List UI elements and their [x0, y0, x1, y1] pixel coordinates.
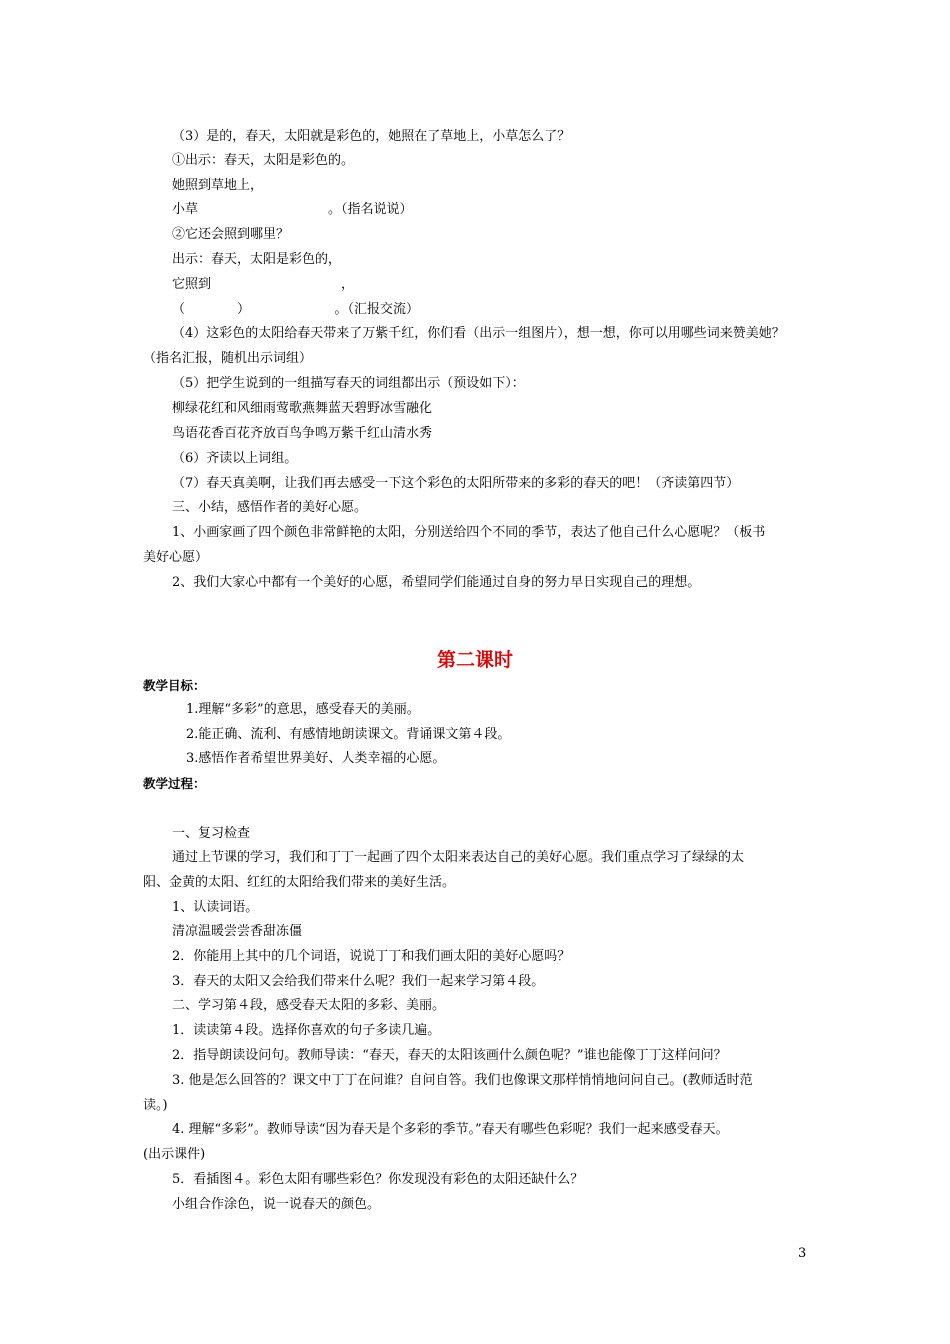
text-line: （4）这彩色的太阳给春天带来了万紫千红，你们看（出示一组图片），想一想，你可以用哪些词来赞美她？ [172, 326, 785, 341]
process-heading: 教学过程： [143, 776, 206, 791]
text-line: 1、小画家画了四个颜色非常鲜艳的太阳，分别送给四个不同的季节，表达了他自己什么心愿呢？（板书 [172, 525, 766, 540]
text-line: （7）春天真美啊，让我们再去感受一下这个彩色的太阳所带来的多彩的春天的吧！（齐读第四节） [172, 476, 740, 491]
page-number: 3 [798, 1246, 807, 1261]
text-line: 小草 。（指名说说） [172, 202, 413, 217]
text-line: 二、学习第４段，感受春天太阳的多彩、美丽。 [172, 998, 446, 1013]
text-line: ②它还会照到哪里？ [172, 227, 290, 242]
text-line: 通过上节课的学习，我们和丁丁一起画了四个太阳来表达自己的美好心愿。我们重点学习了绿绿的太 [172, 850, 745, 865]
section-title: 第二课时 [436, 649, 513, 671]
text-line: 读。) [143, 1098, 168, 1113]
text-line: 2、我们大家心中都有一个美好的心愿，希望同学们能通过自身的努力早日实现自己的理想。 [172, 575, 701, 590]
text-line: 柳绿花红和风细雨莺歌燕舞蓝天碧野冰雪融化 [172, 401, 433, 416]
text-line: 3. 他是怎么回答的？课文中丁丁在问谁？自问自答。我们也像课文那样悄悄地问问自己。(教师适时范 [172, 1073, 753, 1088]
text-line: 2．指导朗读设问句。教师导读：“春天，春天的太阳该画什么颜色呢？”谁也能像丁丁这样问问？ [172, 1048, 727, 1063]
text-line: 4. 理解“多彩”。教师导读“因为春天是个多彩的季节。”春天有哪些色彩呢？我们一起来感受春天。 [172, 1122, 729, 1137]
text-line: 5．看插图４。彩色太阳有哪些彩色？你发现没有彩色的太阳还缺什么？ [172, 1172, 584, 1187]
goal-item: 1.理解“多彩”的意思，感受春天的美丽。 [186, 702, 420, 717]
text-line: 她照到草地上， [172, 178, 264, 193]
text-line: （6）齐读以上词组。 [172, 451, 298, 466]
goal-item: 2.能正确、流利、有感情地朗读课文。背诵课文第４段。 [186, 727, 511, 742]
text-line: （5）把学生说到的一组描写春天的词组都出示（预设如下）： [172, 376, 525, 391]
text-line: （指名汇报，随机出示词组） [143, 351, 313, 366]
text-line: 三、小结，感悟作者的美好心愿。 [172, 500, 368, 515]
text-line: 小组合作涂色，说一说春天的颜色。 [172, 1197, 381, 1212]
text-line: 鸟语花香百花齐放百鸟争鸣万紫千红山清水秀 [172, 426, 433, 441]
text-line: ①出示：春天，太阳是彩色的。 [172, 153, 355, 168]
text-line: 1、认读词语。 [172, 900, 259, 915]
text-line: 1．读读第４段。选择你喜欢的句子多读几遍。 [172, 1023, 441, 1038]
text-line: （3）是的，春天，太阳就是彩色的，她照在了草地上，小草怎么了？ [172, 129, 571, 144]
text-line: 出示：春天，太阳是彩色的， [172, 252, 342, 267]
text-line: 3．春天的太阳又会给我们带来什么呢？我们一起来学习第４段。 [172, 974, 545, 989]
text-line: （ ） 。（汇报交流） [172, 302, 420, 317]
goal-item: 3.感悟作者希望世界美好、人类幸福的心愿。 [186, 751, 446, 766]
text-line: 一、复习检查 [172, 826, 251, 841]
text-line: 2．你能用上其中的几个词语，说说丁丁和我们画太阳的美好心愿吗？ [172, 949, 571, 964]
text-line: 美好心愿） [143, 550, 209, 565]
text-line: 阳、金黄的太阳、红红的太阳给我们带来的美好生活。 [143, 875, 456, 890]
text-line: 清凉温暖尝尝香甜冻僵 [172, 924, 303, 939]
goals-heading: 教学目标： [143, 678, 206, 693]
text-line: 它照到 ， [172, 277, 355, 292]
text-line: (出示课件) [143, 1147, 206, 1162]
